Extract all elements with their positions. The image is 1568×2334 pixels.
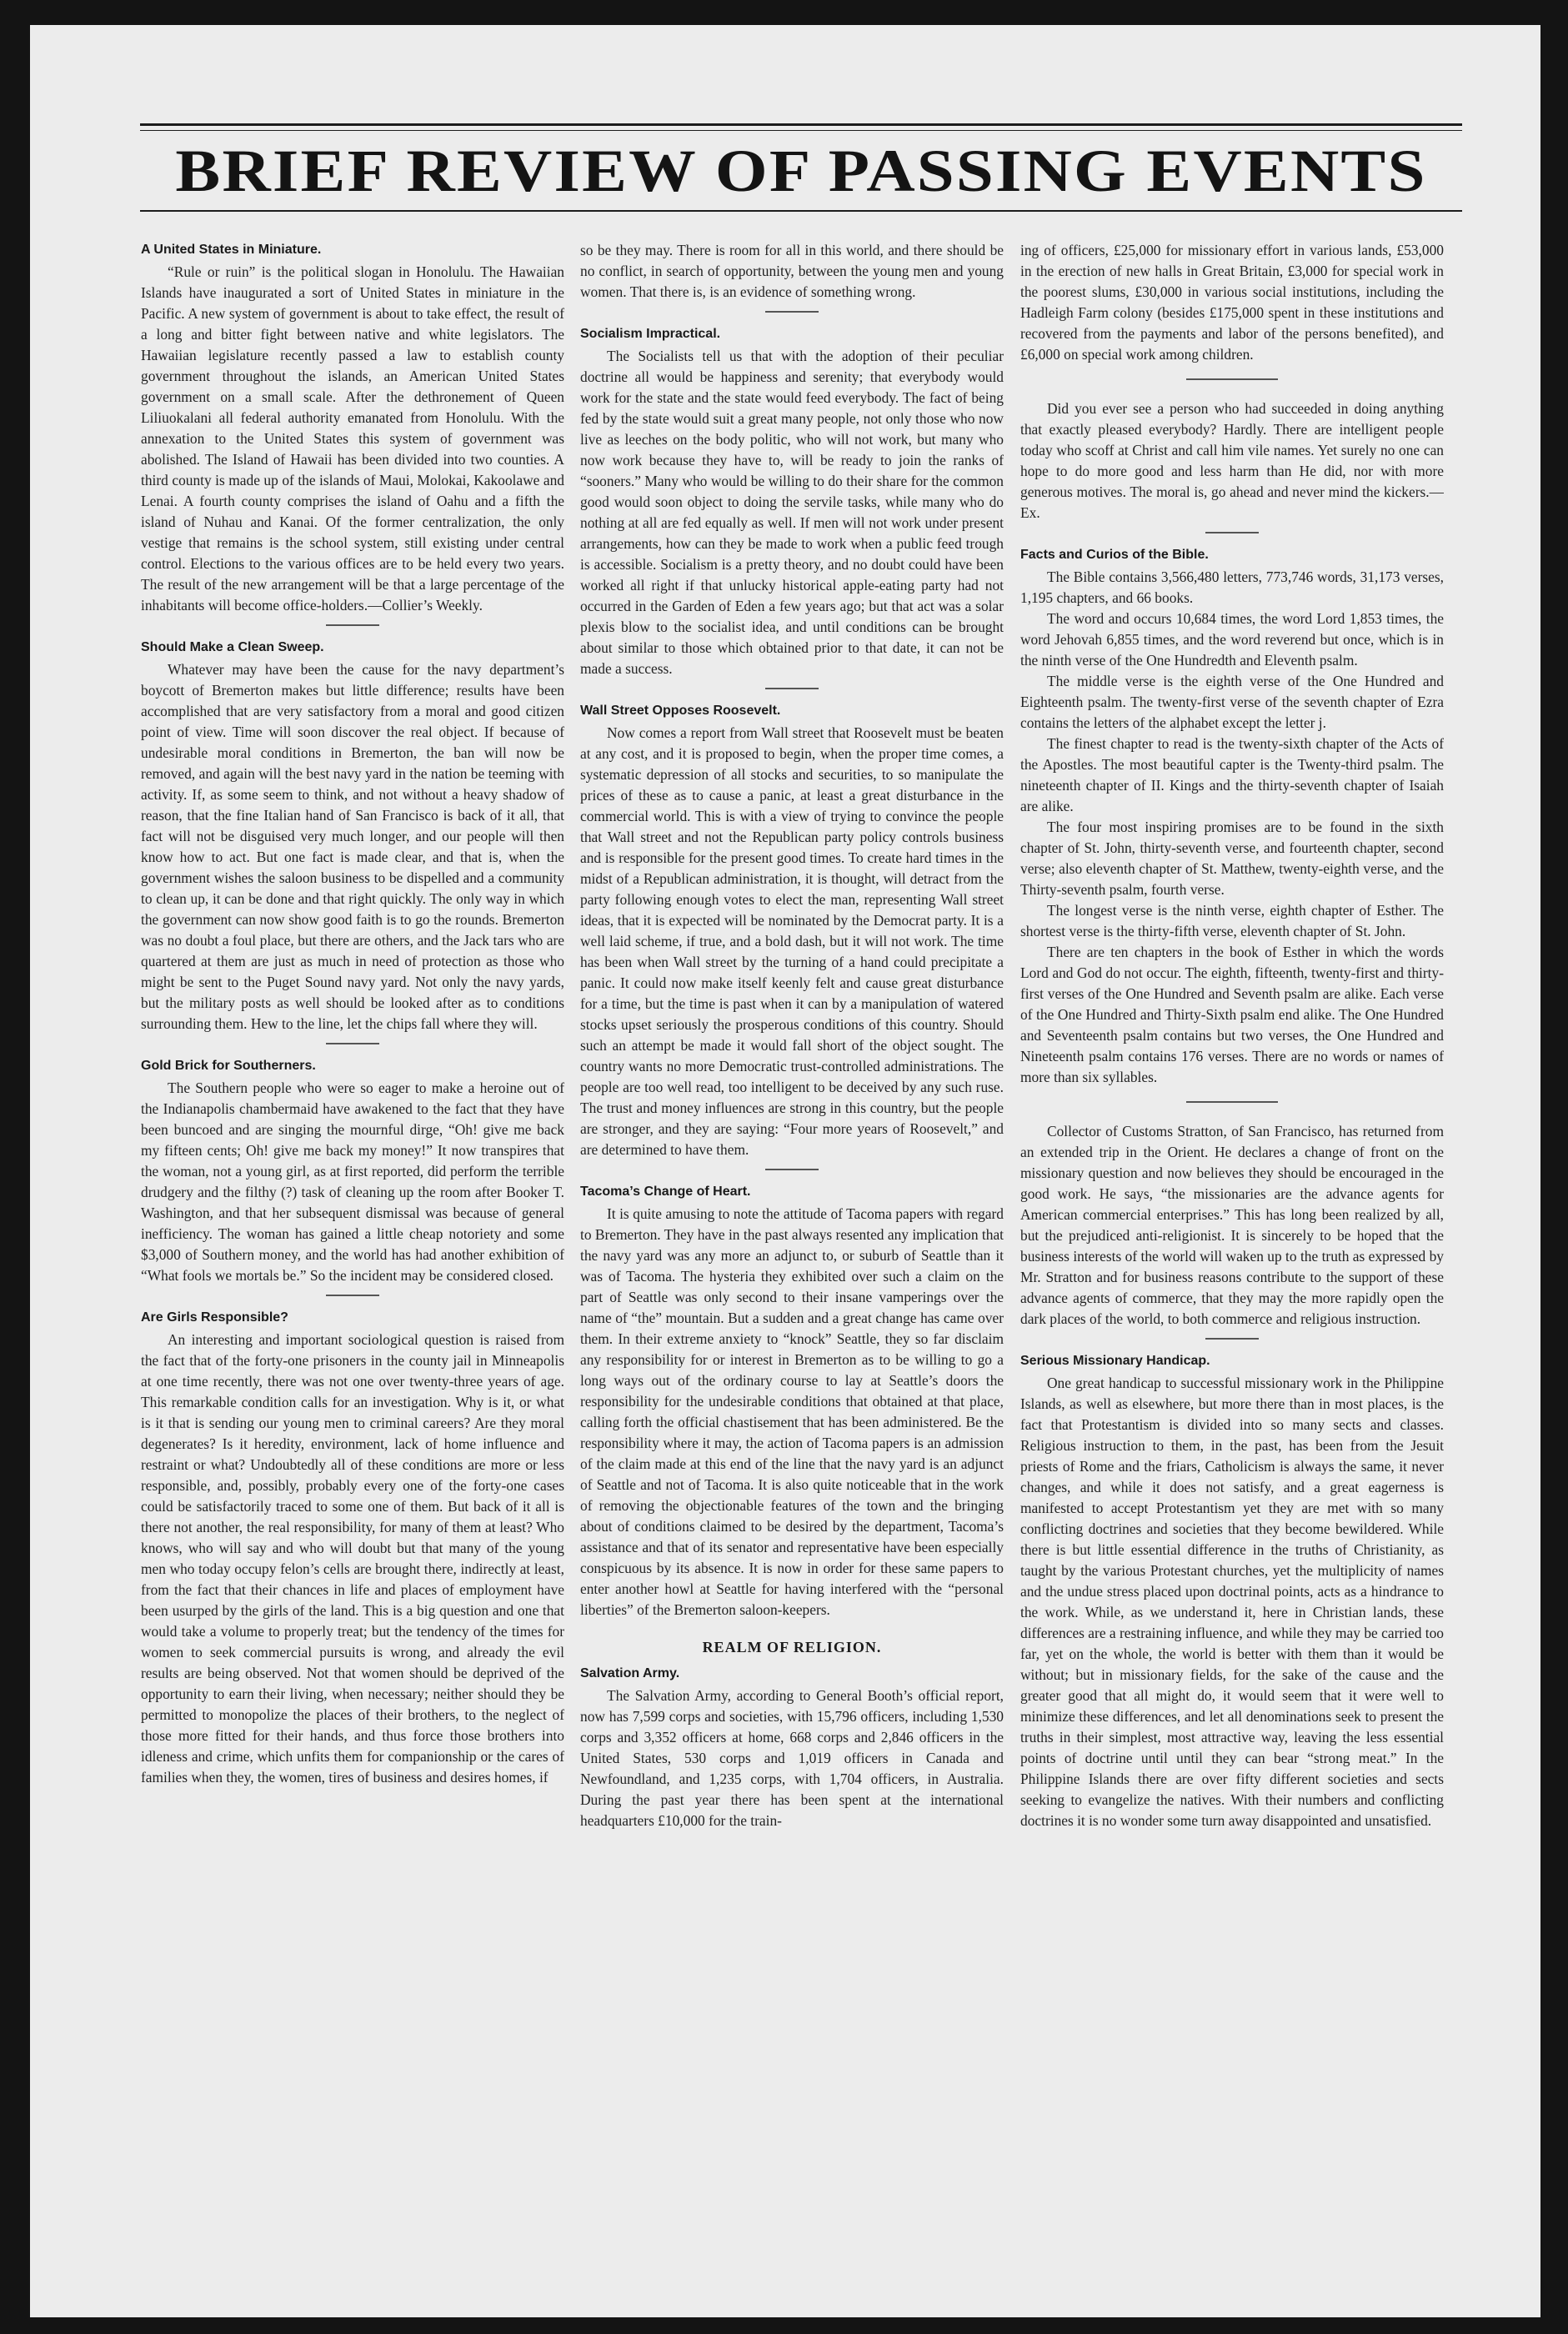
article-paragraph: One great handicap to successful missionary work in the Philippine Islands, as well as elsewhere, but more there than in most places, is the fact that Protestantism is divided into so many sects and classes. Religious instruction to them, in the past, has been from the Jesuit priests of Rome and the friars, Catholicism is always the same, it never changes, and while it does not satisfy, and a great eagerness is manifested to accept Protestantism yet they are met with so many conflicting doctrines and societies that they become bewildered. While there is but little essential difference in the truths of Christianity, as taught by the various Protestant churches, yet the multiplicity of names and the undue stress placed upon doctrinal points, acts as a hindrance to the work. While, as we understand it, here in Christian lands, these differences are a restraining influence, and while they may be carried too far, yet on the whole, the world is better with them than it would be without; but in missionary fields, for the sake of the cause and the greater good that all might do, it would seem that it were well to minimize these differences, and let all denominations seek to present the truths in their simplest, most attractive way, leaving the less essential points of doctrine until until they can bear “strong meat.” In the Philippine Islands there are over fifty different societies and sects seeking to evangelize the natives. With their numbers and conflicting doctrines it is no wonder some turn away disappointed and unsatisfied. [1020,1375,1444,1829]
article-paragraph: The Socialists tell us that with the adoption of their peculiar doctrine all would be happiness and serenity; that everybody would work for the state and the state would feed everybody. The fact of being fed by the state would suit a great many people, not only those who now live as leeches on the body politic, who will not work, but many who now work because they have to, will be ready to join the ranks of “sooners.” Many who would be willing to do their share for the common good would soon object to doing the servile tasks, while many who do nothing at all are fed equally as well. If men will not work under present arrangements, how can they be made to work when a public feed trough is accessible. Socialism is a pretty theory, and no doubt could have been worked all right if that unlucky historical apple-eating party had not occurred in the Garden of Eden a few years ago; but that act was a solar plexis blow to the socialist idea, and until conditions can be brought about similar to those which obtained prior to that date, it can not be made a success. [580,348,1004,677]
divider [1205,532,1259,533]
article-heading: A United States in Miniature. [141,243,322,257]
article-paragraph: The Bible contains 3,566,480 letters, 773,746 words, 31,173 verses, 1,195 chapters, and 66 books. [1020,568,1444,606]
divider [765,688,819,689]
divider [1186,378,1278,380]
article-heading: Gold Brick for Southerners. [141,1059,316,1073]
article-continuation: so be they may. There is room for all in this world, and there should be no conflict, in search of opportunity, between the young men and young women. That there is, is an evidence of something wrong. [580,242,1004,300]
article-paragraph: Collector of Customs Stratton, of San Francisco, has returned from an extended trip in the Orient. He declares a change of front on the missionary question and now believes they should be encouraged in the good work. He says, “the missionaries are the advance agents for American commercial enterprises.” This has long been realized by all, but the prejudiced anti-religionist. It is sincerely to be hoped that the business interests of the world will waken up to the truth as expressed by Mr. Stratton and for business reasons contribute to the support of these advance agents of commerce, that they may the more rapidly open the dark places of the world, to both commerce and religious instruction. [1020,1123,1444,1327]
article-paragraph: The longest verse is the ninth verse, eighth chapter of Esther. The shortest verse is the thirty-fifth verse, eleventh chapter of St. John. [1020,902,1444,939]
article-paragraph: Did you ever see a person who had succeeded in doing anything that exactly pleased everybody? Hardly. There are intelligent people today who scoff at Christ and call him vile names. Yet surely no one can hope to do more good and less harm than He did, nor with more generous motives. The moral is, go ahead and never mind the kickers.—Ex. [1020,400,1444,521]
article-paragraph: Whatever may have been the cause for the navy department’s boycott of Bremerton makes but little difference; results have been accomplished that are very satisfactory from a moral and good citizen point of view. Time will soon discover the real object. If because of undesirable moral conditions in Bremerton, the ban will now be removed, and again will the best navy yard in the nation be teeming with activity. If, as some seem to think, and not without a heavy shadow of reason, that the fine Italian hand of San Francisco is back of it all, that fact will not be disguised very much longer, and our people will then know how to act. But one fact is made clear, and that is, when the government wishes the saloon business to be dispelled and a community to clean up, it can be done and that right quickly. The only way in which the government can now show good faith is to go the rounds. Bremerton was no doubt a foul place, but there are others, and the Jack tars who are quartered at them are just as much in need of protection as those who might be sent to the Puget Sound navy yard. Not only the navy yards, but the military posts as well should be looked after as to conditions surrounding them. Hew to the line, let the chips fall where they will. [141,661,564,1032]
article-heading: Should Make a Clean Sweep. [141,640,324,654]
article-paragraph: The word and occurs 10,684 times, the word Lord 1,853 times, the word Jehovah 6,855 times, and the word reverend but once, which is in the ninth verse of the One Hundredth and Eleventh psalm. [1020,610,1444,669]
article-paragraph: The middle verse is the eighth verse of the One Hundred and Eighteenth psalm. The twenty-first verse of the seventh chapter of Ezra contains the letters of the alphabet except the letter j. [1020,673,1444,731]
divider [765,311,819,313]
article-paragraph: It is quite amusing to note the attitude of Tacoma papers with regard to Bremerton. They have in the past always resented any implication that the navy yard was any more an adjunct to, or suburb of Seattle than it was of Tacoma. The hysteria they exhibited over such a claim on the part of Seattle was only second to their insane vamperings over the name of “the” mountain. But a sudden and a great change has came over them. In their extreme anxiety to “knock” Seattle, they so far disclaim any responsibility for or interest in Bremerton as to be willing to go a long ways out of the ordinary course to lay at Seattle’s doors the responsibility for the undesirable conditions that obtained at that place, calling forth the official chastisement that has been administered. Be the responsibility where it may, the action of Tacoma papers is an admission of the claim made at this end of the line that the navy yard is an adjunct of Seattle and not of Tacoma. It is also quite noticeable that in the work of removing the objectionable features of the town and the bringing about of conditions claimed to be desired by the department, Tacoma’s assistance and that of its senator and representative have been especially conspicuous by its absence. It is now in order for these same papers to enter another howl at Seattle for having interfered with the “personal liberties” of the Bremerton saloon-keepers. [580,1205,1004,1618]
article-paragraph: Now comes a report from Wall street that Roosevelt must be beaten at any cost, and it is proposed to begin, when the proper time comes, a systematic depression of all stocks and securities, to so manipulate the prices of these as to cause a panic, at least a great disturbance in the commercial world. This is with a view of trying to convince the people that Wall street and not the Republican party policy controls business and is responsible for the present good times. To create hard times in the midst of a Republican administration, it is thought, will detract from the party following enough votes to elect the man, representing Wall street ideas, that it is expected will be nominated by the Democrat party. It is a well laid scheme, if true, and a bold dash, but it will not work. The time has been when Wall street by the turning of a hand could precipitate a panic. It could now make itself keenly felt and cause great disturbance for a time, but the time is past when it can by a manipulation of watered stocks upset seriously the prosperous conditions of this country. Should such an attempt be made it would fall short of the object sought. The country wants no more Democratic trust-controlled administrations. The people are too well read, too intelligent to be deceived by any such ruse. The trust and money influences are strong in this country, but the people are stronger, and they are saying: “Four more years of Roosevelt,” and are determined to have them. [580,724,1004,1158]
article-paragraph: “Rule or ruin” is the political slogan in Honolulu. The Hawaiian Islands have inaugurated a sort of United States in miniature in the Pacific. A new system of government is about to take effect, the result of a long and bitter fight between native and white legislators. The Hawaiian legislature recently passed a law to establish county government throughout the islands, an American United States government on a small scale. After the dethronement of Queen Liliuokalani all federal authority emanated from Honolulu. With the annexation to the United States this system of government was abolished. The Island of Hawaii has been divided into two counties. A third county is made up of the islands of Maui, Molokai, Kakoolawe and Lenai. A fourth county comprises the island of Oahu and a fifth the island of Nuhau and Kanai. Of the former centralization, the only vestige that remains is the school system, still existing under central control. Elections to the various offices are to be held every two years. The result of the new arrangement will be that a large percentage of the inhabitants will become office-holders.—Collier’s Weekly. [141,263,564,614]
divider [326,1295,379,1296]
headline-bottom-rule [140,210,1462,212]
divider [326,1043,379,1044]
divider [1186,1101,1278,1103]
divider [765,1169,819,1170]
page-headline: BRIEF REVIEW OF PASSING EVENTS [175,138,1427,204]
article-heading: Socialism Impractical. [580,327,721,341]
article-heading: Are Girls Responsible? [141,1310,288,1325]
article-heading: Tacoma’s Change of Heart. [580,1185,751,1199]
article-heading: Facts and Curios of the Bible. [1020,548,1209,562]
column-1 [141,240,564,2291]
article-heading: Wall Street Opposes Roosevelt. [580,704,781,718]
article-heading: Serious Missionary Handicap. [1020,1354,1210,1368]
article-paragraph: There are ten chapters in the book of Esther in which the words Lord and God do not occur. The eighth, fifteenth, twenty-first and thirty-first verses of the One Hundred and Seventh psalm are alike. Each verse of the One Hundred and Thirty-Sixth psalm end alike. The One Hundred and Seventeenth psalm contains but two verses, the One Hundred and Nineteenth psalm contains 176 verses. There are no words or names of more than six syllables. [1020,944,1444,1085]
section-heading: REALM OF RELIGION. [702,1639,882,1655]
headline-top-rule [140,123,1462,131]
article-paragraph: An interesting and important sociological question is raised from the fact that of the forty-one prisoners in the county jail in Minneapolis at one time recently, there was not one over twenty-three years of age. This remarkable condition calls for an investigation. Why is it, or what is it that is sending our young men to criminal careers? Are they moral degenerates? Is it heredity, environment, lack of home influence and restraint or what? Undoubtedly all of these conditions are more or less responsible, and, possibly, probably every one of the forty-one cases could be satisfactorily traced to some one of them. But back of it all is there not another, the real responsibility, for many of them at least? Who knows, who will say and who will doubt but that many of the young men who today occupy felon’s cells are brought there, indirectly at least, from the fact that their chances in life and places of employment have been usurped by the girls of the land. This is a big question and one that would take a volume to properly treat; but the tendency of the times for women to seek commercial pursuits is wrong, and already the evil results are being observed. Not that women should be deprived of the opportunity to earn their living, when necessary; neither should they be permitted to monopolize the places of their brothers, to the neglect of those more fitted for their hands, and thus force those brothers into idleness and crime, which unfits them for companionship or the cares of families when they, the women, tires of business and desires homes, if [141,1331,564,1786]
article-paragraph: The finest chapter to read is the twenty-sixth chapter of the Acts of the Apostles. The most beautiful capter is the Twenty-third psalm. The nineteenth chapter of II. Kings and the thirty-seventh chapter of Isaiah are alike. [1020,735,1444,814]
article-paragraph: The four most inspiring promises are to be found in the sixth chapter of St. John, thirty-seventh verse, and fourteenth chapter, second verse; also eleventh chapter of St. Matthew, twenty-eighth verse, and the Thirty-seventh psalm, fourth verse. [1020,819,1444,898]
divider [326,624,379,626]
article-paragraph: The Southern people who were so eager to make a heroine out of the Indianapolis chambermaid have awakened to the fact that they have been buncoed and are singing the mournful dirge, “Oh! give me back my fifteen cents; Oh! give me back my money!” It now transpires that the woman, not a young girl, as at first reported, did perform the terrible drudgery and the filthy (?) task of cleaning up the room after Booker T. Washington, and that her subsequent dismissal was because of general inefficiency. The woman has gained a little cheap notoriety and some $3,000 of Southern money, and the world has had another exhibition of “What fools we mortals be.” So the incident may be considered closed. [141,1079,564,1284]
article-paragraph: The Salvation Army, according to General Booth’s official report, now has 7,599 corps and societies, with 15,796 officers, including 1,530 corps and 3,352 officers at home, 668 corps and 2,846 officers in the United States, 530 corps and 1,019 officers in Canada and Newfoundland, and 1,235 corps, with 1,704 officers, in Australia. During the past year there has been spent at the international headquarters £10,000 for the train- [580,1687,1004,1829]
divider [1205,1338,1259,1340]
article-heading: Salvation Army. [580,1666,680,1680]
column-3 [1020,240,1444,2291]
newspaper-page [30,25,1540,2317]
article-continuation: ing of officers, £25,000 for missionary effort in various lands, £53,000 in the erection of new halls in Great Britain, £3,000 for special work in the poorest slums, £30,000 in various social institutions, including the Hadleigh Farm colony (besides £175,000 spent in these institutions and recovered from the payments and labor of the persons benefited), and £6,000 on special work among children. [1020,242,1444,363]
column-2 [580,240,1004,2291]
